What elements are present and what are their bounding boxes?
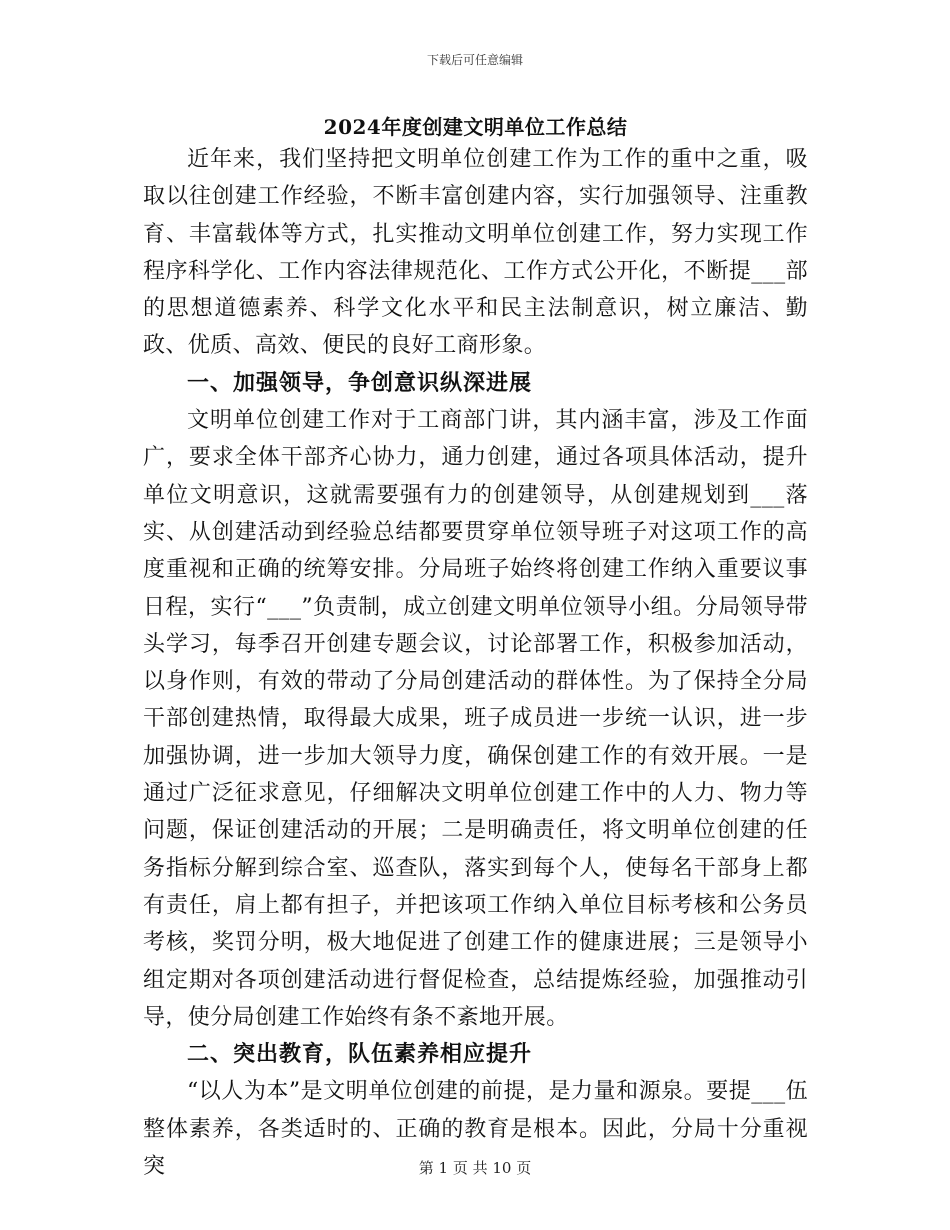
page-header-note: 下载后可任意编辑 (426, 53, 523, 67)
page-number-footer: 第 1 页 共 10 页 (418, 1159, 532, 1177)
section-heading-1: 一、加强领导，争创意识纵深进展 (187, 369, 533, 396)
paragraph-section-2: “以人为本”是文明单位创建的前提，是力量和源泉。要提___伍整体素养，各类适时的、正确的教育是根本。因此，分局十分重视突 (143, 1079, 808, 1180)
document-title: 2024年度创建文明单位工作总结 (323, 115, 628, 139)
section-heading-2: 二、突出教育，队伍素养相应提升 (187, 1041, 533, 1068)
paragraph-intro: 近年来，我们坚持把文明单位创建工作为工作的重中之重，吸取以往创建工作经验，不断丰富创建内容，实行加强领导、注重教育、丰富载体等方式，扎实推动文明单位创建工作，努力实现工作程序科学化、工作内容法律规范化、工作方式公开化，不断提___部的思想道德素养、科学文化水平和民主法制意识，树立廉洁、勤政、优质、高效、便民的良好工商形象。 (143, 147, 808, 359)
document-body (143, 113, 808, 1185)
paragraph-section-1: 文明单位创建工作对于工商部门讲，其内涵丰富，涉及工作面广，要求全体干部齐心协力，通力创建，通过各项具体活动，提升单位文明意识，这就需要强有力的创建领导，从创建规划到___落实、从创建活动到经验总结都要贯穿单位领导班子对这项工作的高度重视和正确的统筹安排。分局班子始终将创建工作纳入重要议事日程，实行“___”负责制，成立创建文明单位领导小组。分局领导带头学习，每季召开创建专题会议，讨论部署工作，积极参加活动，以身作则，有效的带动了分局创建活动的群体性。为了保持全分局干部创建热情，取得最大成果，班子成员进一步统一认识，进一步加强协调，进一步加大领导力度，确保创建工作的有效开展。一是通过广泛征求意见，仔细解决文明单位创建工作中的人力、物力等问题，保证创建活动的开展；二是明确责任，将文明单位创建的任务指标分解到综合室、巡查队，落实到每个人，使每名干部身上都有责任，肩上都有担子，并把该项工作纳入单位目标考核和公务员考核，奖罚分明，极大地促进了创建工作的健康进展；三是领导小组定期对各项创建活动进行督促检查，总结提炼经验，加强推动引导，使分局创建工作始终有条不紊地开展。 (143, 408, 808, 1030)
